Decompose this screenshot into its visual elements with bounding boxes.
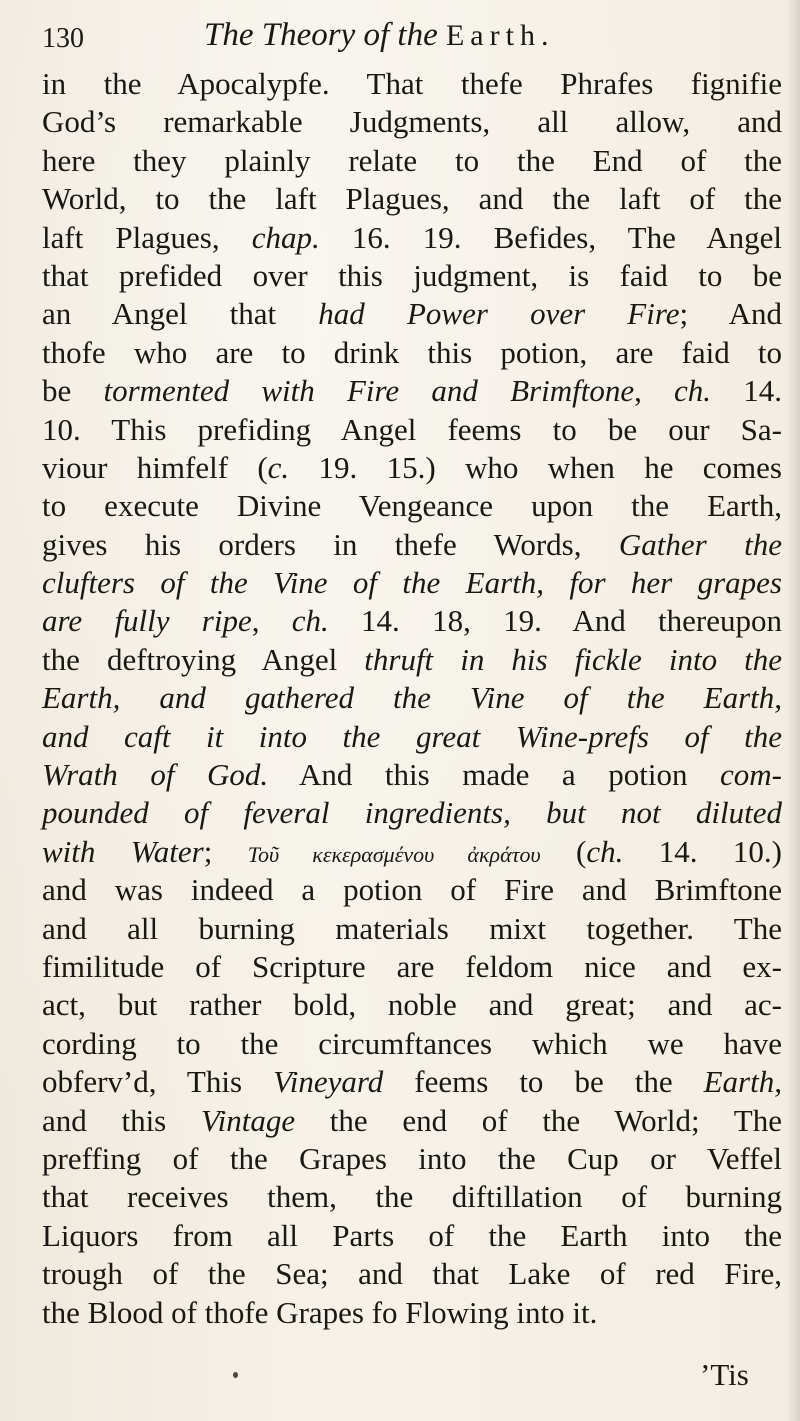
- text-run: ;: [203, 833, 248, 869]
- text-line: [42, 1063, 782, 1101]
- italic-text: com-: [720, 757, 782, 793]
- text-run: trough of the Sea; and that Lake of red Fire,: [42, 1256, 782, 1292]
- text-run: And this made a potion: [268, 757, 721, 793]
- text-run: cording to the circumftances which we have: [42, 1025, 782, 1061]
- text-line: [42, 334, 782, 372]
- text-run: here they plainly relate to the End of the: [42, 142, 782, 178]
- text-line: [42, 986, 782, 1024]
- italic-text: Vineyard: [273, 1064, 384, 1100]
- italic-text: Gather the: [618, 526, 782, 562]
- text-run: viour himfelf (: [42, 449, 268, 485]
- text-run: and was indeed a potion of Fire and Brimftone: [42, 872, 782, 908]
- text-run: the deftroying Angel: [42, 641, 365, 677]
- italic-text: are fully ripe: [42, 603, 252, 639]
- text-run: the end of the World; The: [295, 1102, 782, 1138]
- page-number: 130: [42, 23, 84, 54]
- text-line: [42, 1025, 782, 1063]
- italic-text: pounded of feveral ingredients, but not diluted: [42, 795, 782, 831]
- text-line: [42, 794, 782, 832]
- italic-text: ch.: [674, 373, 712, 409]
- text-run: an Angel that: [42, 296, 319, 332]
- text-run: in the Apocalypfe. That thefe Phrafes fignifie: [42, 66, 782, 101]
- text-run: act, but rather bold, noble and great; and ac-: [42, 987, 782, 1023]
- body-text: [42, 65, 782, 1332]
- italic-text: tormented with Fire and Brimftone: [103, 373, 635, 409]
- text-line: [42, 372, 782, 410]
- text-line: [42, 602, 782, 640]
- text-run: World, to the laft Plagues, and the laft of the: [42, 181, 782, 217]
- text-line: [42, 103, 782, 141]
- running-title-prefix: The Theory of the: [204, 17, 446, 53]
- italic-text: c.: [267, 449, 290, 485]
- text-run: God’s remarkable Judgments, all allow, and: [42, 104, 782, 140]
- text-run: laft Plagues,: [42, 219, 252, 255]
- text-line: [42, 1178, 782, 1216]
- text-run: ,: [251, 603, 292, 639]
- italic-text: ch.: [586, 833, 624, 869]
- text-run: feems to be the: [383, 1064, 704, 1100]
- italic-text: Earth,: [703, 1064, 782, 1100]
- text-run: fimilitude of Scripture are feldom nice and ex-: [42, 948, 782, 984]
- text-line: [42, 1102, 782, 1140]
- italic-text: and caft it into the great Wine-prefs of the: [42, 718, 782, 754]
- text-line: [42, 910, 782, 948]
- text-run: 14. 10.): [623, 833, 782, 869]
- text-line: [42, 295, 782, 333]
- text-line: [42, 219, 782, 257]
- text-line: [42, 1294, 782, 1332]
- text-line: [42, 871, 782, 909]
- text-run: thofe who are to drink this potion, are faid to: [42, 334, 782, 370]
- italic-text: Earth, and gathered the Vine of the Earth,: [42, 680, 782, 716]
- text-run: the Blood of thofe Grapes fo Flowing into it.: [42, 1294, 598, 1330]
- text-run: and this: [42, 1102, 201, 1138]
- italic-text: chap.: [251, 219, 320, 255]
- text-run: (: [540, 833, 587, 869]
- text-line: [42, 641, 782, 679]
- text-line: [42, 948, 782, 986]
- text-line: [42, 487, 782, 525]
- text-run: ,: [634, 373, 675, 409]
- text-line: [42, 142, 782, 180]
- text-run: that prefided over this judgment, is faid to be: [42, 257, 782, 293]
- text-line: [42, 526, 782, 564]
- text-line: [42, 833, 782, 871]
- text-run: 16. 19. Befides, The Angel: [319, 219, 782, 255]
- italic-text: ch.: [291, 603, 329, 639]
- text-line: [42, 180, 782, 218]
- catchword: ’Tis: [700, 1357, 749, 1392]
- text-run: ; And: [679, 296, 783, 332]
- text-line: [42, 1217, 782, 1255]
- text-run: that receives them, the diftillation of burning: [42, 1179, 782, 1215]
- greek-text: Τοῦ κεκερασμένου ἀκράτου: [247, 841, 541, 867]
- text-line: [42, 756, 782, 794]
- text-run: Liquors from all Parts of the Earth into the: [42, 1217, 782, 1253]
- text-run: preffing of the Grapes into the Cup or Veffel: [42, 1140, 782, 1176]
- text-line: [42, 1140, 782, 1178]
- running-header: [42, 14, 782, 56]
- text-run: gives his orders in thefe Words,: [42, 526, 619, 562]
- italic-text: had Power over Fire: [318, 296, 680, 332]
- text-run: obferv’d, This: [42, 1064, 274, 1100]
- running-title: [204, 14, 554, 57]
- text-line: [42, 564, 782, 602]
- ink-speck: [233, 1372, 238, 1378]
- italic-text: with Water: [42, 833, 204, 869]
- text-line: [42, 679, 782, 717]
- text-run: 14.: [711, 373, 782, 409]
- text-line: [42, 257, 782, 295]
- italic-text: Vintage: [200, 1102, 296, 1138]
- text-line: [42, 1255, 782, 1293]
- italic-text: Wrath of God.: [42, 757, 269, 793]
- page-edge-shadow: [786, 0, 800, 1421]
- text-line: [42, 718, 782, 756]
- running-title-caps: Earth.: [445, 19, 555, 52]
- italic-text: clufters of the Vine of the Earth, for her grapes: [42, 565, 782, 601]
- text-line: [42, 411, 782, 449]
- italic-text: thruft in his fickle into the: [364, 641, 783, 677]
- text-run: and all burning materials mixt together. The: [42, 910, 782, 946]
- text-run: to execute Divine Vengeance upon the Earth,: [42, 488, 782, 524]
- text-run: 14. 18, 19. And thereupon: [328, 603, 782, 639]
- text-run: 19. 15.) who when he comes: [289, 449, 782, 485]
- text-line: [42, 65, 782, 103]
- text-run: be: [42, 373, 104, 409]
- text-line: [42, 449, 782, 487]
- text-run: 10. This prefiding Angel feems to be our Sa-: [42, 411, 782, 447]
